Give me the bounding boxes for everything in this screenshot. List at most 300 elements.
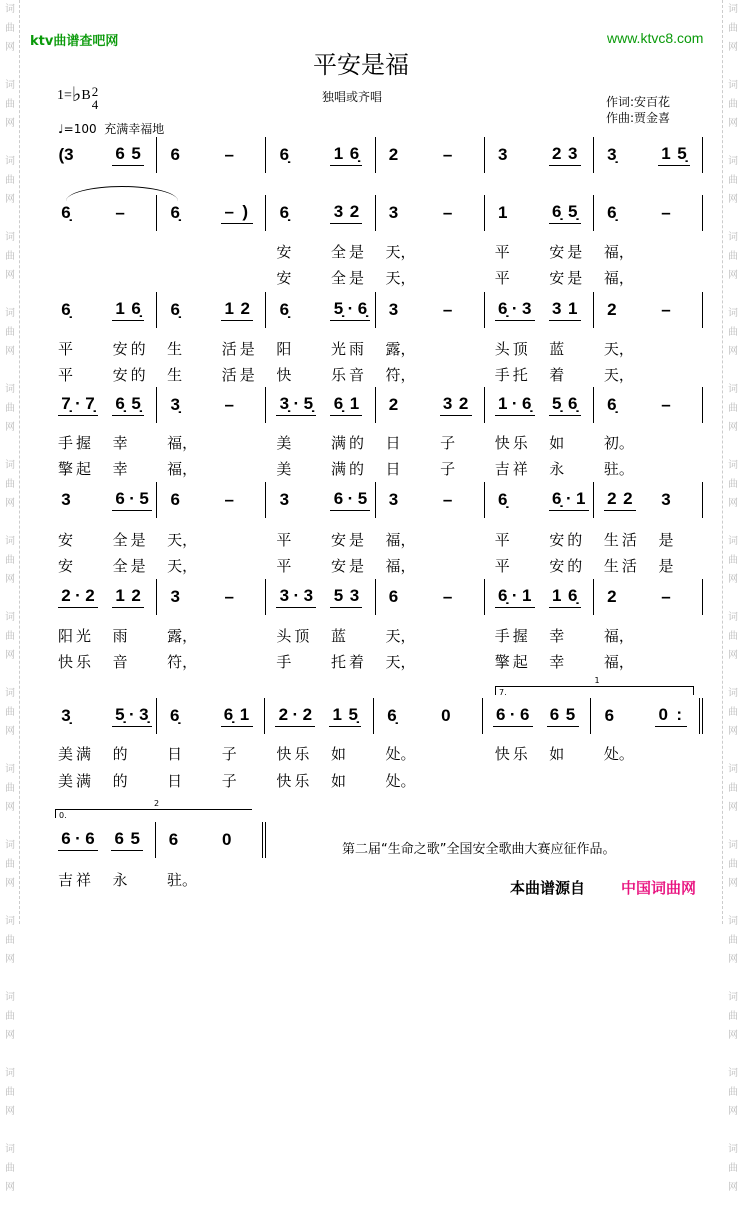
lyric-line <box>48 338 703 359</box>
lyric-beat <box>539 625 594 646</box>
beat <box>101 829 154 851</box>
note-group <box>167 300 183 320</box>
measure <box>375 195 484 231</box>
note-group <box>547 705 579 727</box>
lyric-syllable: 是 <box>567 269 583 287</box>
beat <box>485 203 539 223</box>
note: 1 <box>497 203 508 222</box>
lyric-syllable: 子 <box>221 772 237 790</box>
lyric-syllable: 日 <box>167 745 183 763</box>
note: 1 <box>552 586 562 605</box>
note-group <box>221 395 237 415</box>
beat <box>537 705 591 727</box>
note: ) <box>242 202 249 221</box>
lyric-syllable: 着 <box>348 653 364 671</box>
lyric-measure <box>376 338 485 359</box>
lyric-syllable: 祥 <box>76 871 92 889</box>
lyric-beat <box>266 743 321 764</box>
note-group <box>549 394 581 416</box>
beat <box>376 395 430 415</box>
lyric-beat <box>103 338 158 359</box>
note: 6̣ <box>497 586 508 605</box>
note: – <box>442 490 453 509</box>
note-group <box>219 830 235 850</box>
note: 2 <box>458 394 469 413</box>
lyric-syllable: 幸 <box>549 653 565 671</box>
lyric-beat <box>376 625 431 646</box>
augmentation-dot: · <box>293 394 300 413</box>
note: 1 <box>115 586 125 605</box>
beat <box>594 145 648 165</box>
lyric-beat <box>485 625 540 646</box>
lyric-syllable: 快 <box>494 434 510 452</box>
note: 3 <box>568 144 578 163</box>
lyric-measure <box>485 432 594 453</box>
staff-system <box>48 482 703 518</box>
lyric-syllable: 子 <box>440 460 456 478</box>
lyric-syllable: 天， <box>603 340 634 358</box>
lyric-measure <box>376 529 485 550</box>
beat <box>157 145 211 165</box>
beat <box>376 490 430 510</box>
beat <box>483 705 537 727</box>
augmentation-dot: · <box>129 489 135 508</box>
note: 2 <box>278 705 289 724</box>
beat <box>485 145 539 165</box>
measure <box>375 482 484 518</box>
lyric-syllable: 福， <box>385 531 416 549</box>
site-url[interactable]: www.ktvc8.com <box>607 30 704 46</box>
note: 6 <box>604 706 615 725</box>
lyric-syllable: 满 <box>76 772 92 790</box>
note: 2 <box>131 586 141 605</box>
measure <box>156 698 265 734</box>
lyric-beat <box>485 364 540 385</box>
note: 5 <box>130 829 140 848</box>
note-group <box>386 587 402 607</box>
measure <box>156 137 265 173</box>
lyric-beat <box>157 458 212 479</box>
lyric-measure <box>594 267 703 288</box>
lyric-syllable: 福， <box>603 243 634 261</box>
measure <box>375 292 484 328</box>
lyric-beat <box>103 529 158 550</box>
beat <box>320 394 374 416</box>
lyric-measure <box>157 338 266 359</box>
lyric-beat <box>157 338 212 359</box>
lyric-measure <box>48 458 157 479</box>
lyric-syllable: 是 <box>348 243 364 261</box>
beat <box>539 489 593 511</box>
lyric-measure <box>376 364 485 385</box>
lyric-syllable: 雨 <box>348 340 364 358</box>
augmentation-dot: · <box>509 705 516 724</box>
note-group <box>167 490 183 510</box>
lyric-measure <box>485 555 594 576</box>
lyric-beat <box>103 432 158 453</box>
beat <box>376 300 430 320</box>
note: 6̣ <box>279 300 290 319</box>
beat <box>648 300 702 320</box>
beat <box>266 145 320 165</box>
note-group <box>604 395 620 415</box>
lyric-syllable: 托 <box>512 366 528 384</box>
lyric-beat <box>157 555 212 576</box>
note-group <box>112 144 144 166</box>
lyric-measure <box>48 651 157 672</box>
lyric-line <box>48 869 266 890</box>
lyric-syllable: 光 <box>330 340 346 358</box>
measure <box>48 387 156 423</box>
note: 6̣ <box>387 706 397 725</box>
lyric-syllable: 子 <box>440 434 456 452</box>
beat <box>48 706 102 726</box>
note: 5̣ <box>568 202 578 221</box>
lyric-beat <box>266 432 321 453</box>
song-title: 平安是福 <box>313 51 409 79</box>
staff-system <box>48 822 266 858</box>
note-group <box>658 490 674 510</box>
lyric-beat <box>48 651 103 672</box>
measure <box>593 387 703 423</box>
measure <box>48 822 155 858</box>
lyric-beat <box>539 338 594 359</box>
beat <box>539 299 593 321</box>
note-group <box>440 145 456 165</box>
lyric-syllable: 福， <box>603 269 634 287</box>
note: – <box>224 395 234 414</box>
lyric-measure <box>266 743 375 764</box>
lyric-syllable: 安 <box>549 557 565 575</box>
measure <box>593 137 703 173</box>
lyric-syllable: 露， <box>167 627 198 645</box>
lyric-beat <box>103 364 158 385</box>
note-group <box>386 395 402 415</box>
lyric-measure <box>157 432 266 453</box>
beat <box>320 489 374 511</box>
lyric-syllable: 永 <box>549 460 565 478</box>
beat <box>539 586 593 608</box>
beat <box>266 394 320 416</box>
measure <box>593 482 703 518</box>
composer: 作曲:贾金喜 <box>606 111 671 125</box>
note: 1 <box>333 144 344 163</box>
note: 6̣ <box>521 394 532 413</box>
note-group <box>495 394 535 416</box>
source-site[interactable]: 中国词曲网 <box>621 879 697 897</box>
note: – <box>115 203 125 222</box>
lyric-beat <box>48 338 103 359</box>
lyric-beat <box>103 625 158 646</box>
lyric-beat <box>266 458 321 479</box>
note-group <box>167 145 183 165</box>
note-group <box>330 489 370 511</box>
note-group <box>112 299 144 321</box>
lyric-syllable: 着 <box>549 366 565 384</box>
note: 3 <box>279 490 290 509</box>
staff-system <box>48 579 703 615</box>
note-group <box>58 145 74 165</box>
lyric-beat <box>266 529 321 550</box>
lyric-syllable: 处。 <box>385 772 416 790</box>
note-group <box>112 394 144 416</box>
note-group <box>655 705 687 727</box>
note: 6̣ <box>131 299 141 318</box>
lyric-line <box>48 625 703 646</box>
volta-bracket <box>55 799 252 820</box>
footnote: 第二届“生命之歌”全国安全歌曲大赛应征作品。 <box>342 842 616 857</box>
lyric-syllable: 如 <box>549 745 565 763</box>
note: 3 <box>170 587 180 606</box>
lyric-syllable: 满 <box>330 434 346 452</box>
beat <box>211 145 265 165</box>
note: – <box>661 587 671 606</box>
note-group <box>167 706 183 726</box>
note-group <box>58 490 74 510</box>
lyric-line <box>48 529 703 550</box>
staff-system <box>48 387 703 423</box>
lyric-measure <box>594 770 703 791</box>
note: (3 <box>58 145 74 164</box>
note: 3̣ <box>61 706 71 725</box>
lyric-syllable: 平 <box>494 243 510 261</box>
lyric-syllable: 握 <box>512 627 528 645</box>
note: 3 <box>442 394 453 413</box>
lyric-measure <box>157 555 266 576</box>
note: 5̣ <box>303 394 314 413</box>
lyric-syllable: 快 <box>276 772 292 790</box>
beat <box>376 203 430 223</box>
lyric-syllable: 快 <box>494 745 510 763</box>
note: 7̣ <box>85 394 95 413</box>
note-group <box>440 587 456 607</box>
measure <box>484 292 593 328</box>
lyric-measure <box>376 555 485 576</box>
lyric-syllable: 如 <box>330 772 346 790</box>
source-label: 本曲谱源自 <box>510 879 586 897</box>
note-group <box>549 586 581 608</box>
measure <box>593 292 703 328</box>
lyric-syllable: 是 <box>239 340 255 358</box>
lyric-beat <box>594 338 649 359</box>
lyric-beat <box>103 770 158 791</box>
note: 6 <box>495 705 506 724</box>
time-bottom: 4 <box>91 97 99 112</box>
note: 1 <box>115 299 125 318</box>
lyric-syllable: 平 <box>276 531 292 549</box>
performance-type: 独唱或齐唱 <box>322 90 383 104</box>
lyric-beat <box>485 743 540 764</box>
note: 3 <box>388 203 399 222</box>
lyric-beat <box>321 555 376 576</box>
lyric-beat <box>157 364 212 385</box>
note-group <box>386 490 402 510</box>
beat <box>648 144 702 166</box>
lyric-beat <box>648 555 703 576</box>
note-group <box>601 706 617 726</box>
note-group <box>658 300 674 320</box>
lyric-measure <box>157 651 266 672</box>
note-group <box>58 394 98 416</box>
beat <box>376 145 430 165</box>
lyric-beat <box>157 625 212 646</box>
lyric-beat <box>485 651 540 672</box>
lyric-line <box>48 743 703 764</box>
beat <box>157 587 211 607</box>
lyric-beat <box>48 770 103 791</box>
note-group <box>167 395 183 415</box>
staff-system <box>48 698 703 734</box>
beat <box>430 587 484 607</box>
lyric-syllable: 全 <box>330 243 346 261</box>
lyric-syllable: 初。 <box>603 434 634 452</box>
lyric-syllable: 握 <box>76 434 92 452</box>
lyric-measure <box>376 241 485 262</box>
lyric-syllable: 乐 <box>294 772 310 790</box>
lyric-syllable: 的 <box>567 557 583 575</box>
lyric-beat <box>157 651 212 672</box>
note: 2 <box>388 395 399 414</box>
note: 6 <box>168 830 179 849</box>
lyric-syllable: 平 <box>494 557 510 575</box>
lyric-beat <box>103 869 158 890</box>
lyric-syllable: 美 <box>276 460 292 478</box>
note: 1 <box>239 705 250 724</box>
measure <box>155 822 267 858</box>
note: – <box>661 395 671 414</box>
note: 6 <box>115 489 125 508</box>
note: – <box>224 587 234 606</box>
beat <box>48 145 102 165</box>
note: 2 <box>607 587 617 606</box>
note: 1 <box>224 299 234 318</box>
lyric-syllable: 天， <box>603 366 634 384</box>
note: 3 <box>279 586 290 605</box>
lyric-syllable: 全 <box>330 269 346 287</box>
lyric-syllable: 平 <box>58 366 74 384</box>
augmentation-dot: · <box>292 705 299 724</box>
beat <box>320 299 374 321</box>
lyric-syllable: 是 <box>239 366 255 384</box>
lyric-measure <box>157 770 266 791</box>
lyric-measure <box>485 529 594 550</box>
beat <box>430 394 484 416</box>
measure <box>482 698 591 734</box>
note-group <box>58 829 98 851</box>
lyric-beat <box>212 743 267 764</box>
beat <box>374 706 428 726</box>
note-group <box>493 705 533 727</box>
lyric-beat <box>594 555 649 576</box>
lyric-measure <box>157 529 266 550</box>
note: 6 <box>170 490 180 509</box>
note: – <box>224 202 234 221</box>
lyric-measure <box>485 458 594 479</box>
note: 5̣ <box>131 394 141 413</box>
beat <box>211 705 265 727</box>
beat <box>157 490 211 510</box>
lyric-syllable: 生 <box>603 531 619 549</box>
note: 3̣ <box>170 395 180 414</box>
note: 3̣ <box>279 394 290 413</box>
lyric-beat <box>539 267 594 288</box>
site-name[interactable]: ktv曲谱查吧网 <box>30 34 119 49</box>
lyric-beat <box>594 625 649 646</box>
lyric-measure <box>594 364 703 385</box>
lyric-syllable: 阳 <box>276 340 292 358</box>
note: 5 <box>565 705 576 724</box>
beat <box>102 144 156 166</box>
note: 3̣ <box>607 145 617 164</box>
note: 6̣ <box>349 144 360 163</box>
lyric-beat <box>266 555 321 576</box>
lyric-syllable: 安 <box>112 340 128 358</box>
beat <box>539 202 593 224</box>
lyric-syllable: 活 <box>621 557 637 575</box>
lyric-measure <box>376 267 485 288</box>
measure <box>156 579 265 615</box>
note-group <box>167 587 183 607</box>
volta-label: 7. <box>499 688 507 697</box>
beat <box>48 829 101 851</box>
beat <box>211 490 265 510</box>
lyric-line <box>48 651 703 672</box>
lyric-syllable: 生 <box>603 557 619 575</box>
note: 6̣ <box>170 300 180 319</box>
beat <box>48 394 102 416</box>
lyric-syllable: 驻。 <box>603 460 634 478</box>
lyric-syllable: 乐 <box>76 653 92 671</box>
note: 1 <box>332 705 342 724</box>
lyric-syllable: 安 <box>330 557 346 575</box>
lyric-syllable: 安 <box>276 243 292 261</box>
note-group <box>58 300 74 320</box>
lyric-syllable: 手 <box>494 627 510 645</box>
lyric-beat <box>539 432 594 453</box>
lyric-measure <box>594 432 703 453</box>
lyric-syllable: 美 <box>58 772 74 790</box>
lyric-syllable: 如 <box>549 434 565 452</box>
note: 6̣ <box>169 706 180 725</box>
lyric-beat <box>212 364 267 385</box>
lyric-measure <box>594 338 703 359</box>
beat <box>594 300 648 320</box>
key-signature <box>57 82 98 111</box>
lyric-syllable: 日 <box>385 460 401 478</box>
lyric-beat <box>539 555 594 576</box>
lyric-beat <box>103 458 158 479</box>
lyric-measure <box>48 432 157 453</box>
lyric-measure <box>48 338 157 359</box>
lyric-measure <box>266 458 375 479</box>
note: 6 <box>114 829 124 848</box>
lyric-beat <box>321 458 376 479</box>
measure <box>48 698 156 734</box>
note-group <box>276 145 292 165</box>
augmentation-dot: · <box>129 705 135 724</box>
lyric-syllable: 安 <box>330 531 346 549</box>
measure <box>373 698 482 734</box>
lyric-beat <box>103 743 158 764</box>
lyric-measure <box>594 743 703 764</box>
lyric-beat <box>539 651 594 672</box>
lyric-measure <box>266 364 375 385</box>
lyric-measure <box>266 241 375 262</box>
lyricist: 作词:安百花 <box>606 95 671 109</box>
lyric-measure <box>266 529 375 550</box>
lyric-beat <box>485 241 540 262</box>
augmentation-dot: · <box>511 586 518 605</box>
